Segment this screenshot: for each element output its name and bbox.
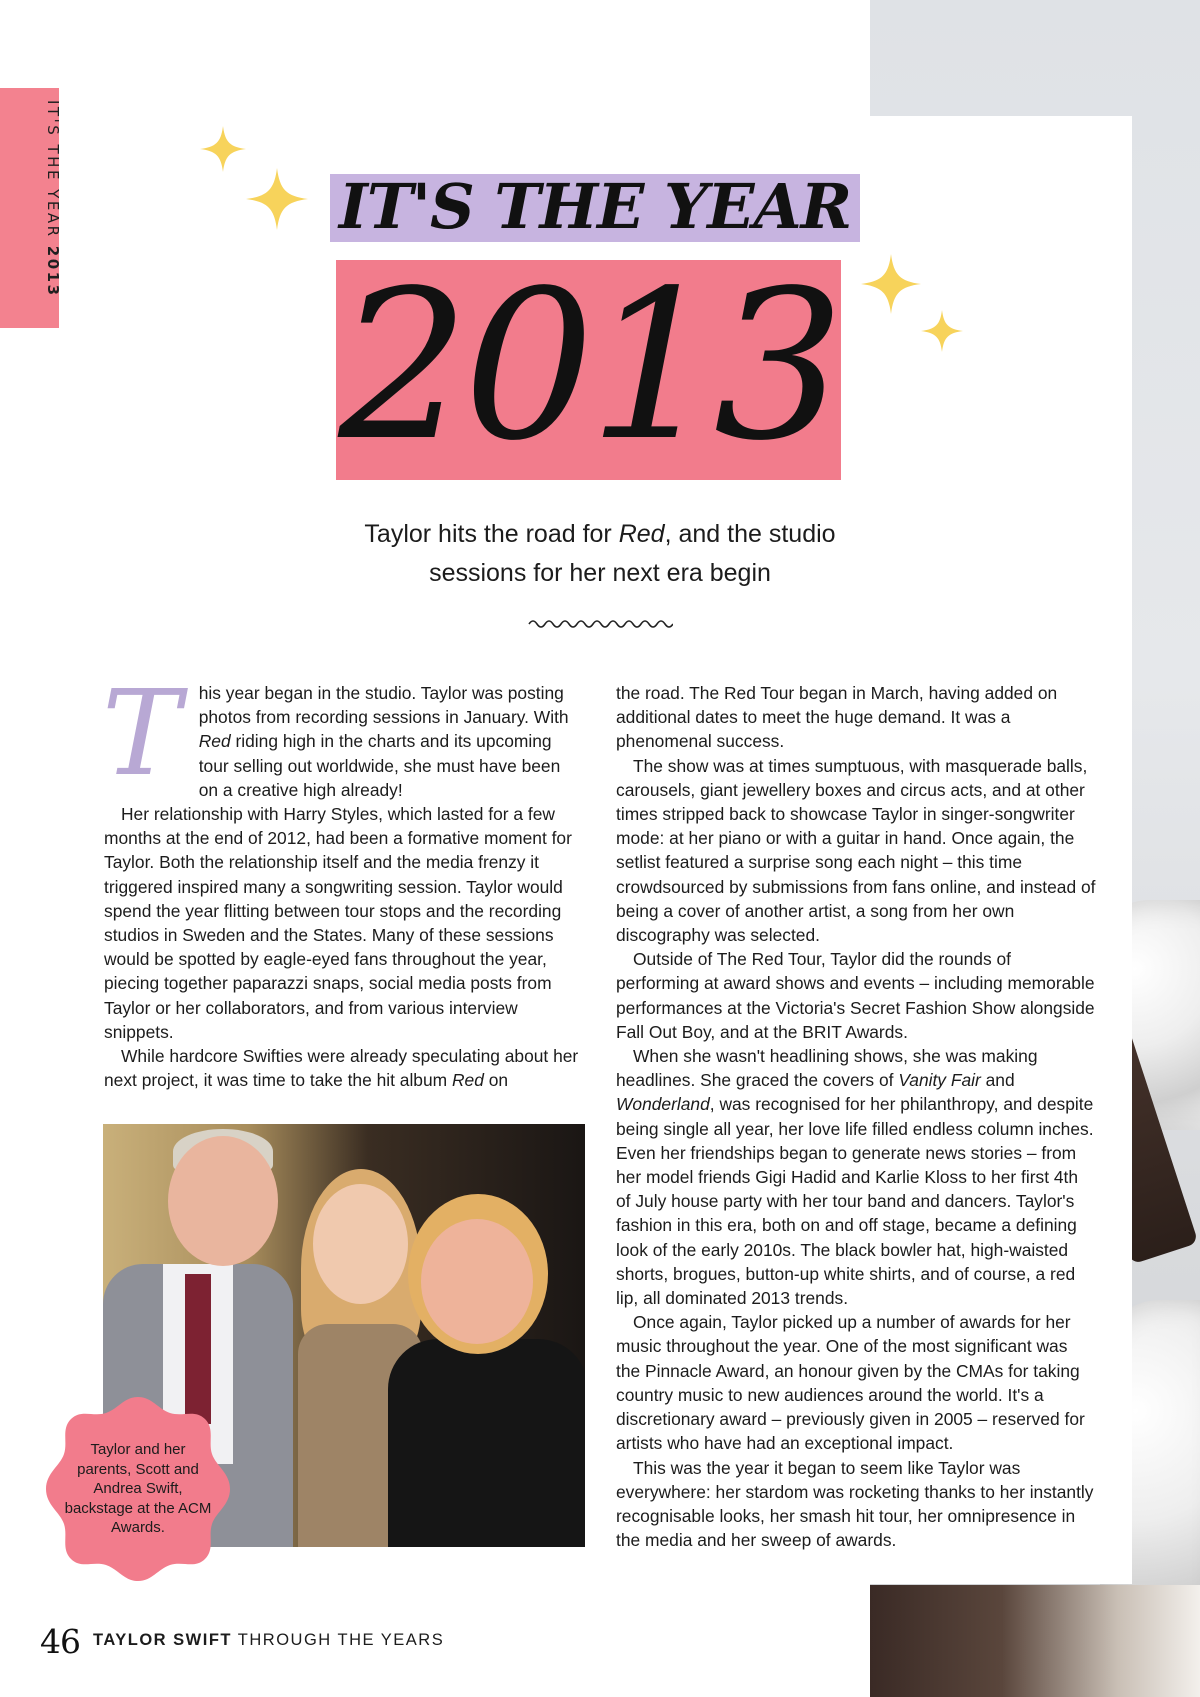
standfirst-album: Red	[618, 520, 665, 548]
title-text: IT'S THE YEAR	[338, 170, 852, 243]
article-paragraph: Outside of The Red Tour, Taylor did the rounds of performing at award shows and events – including memorable performances at the Victoria's Secret Fashion Show alongside Fall Out Boy, and at the BRIT Awards.	[616, 949, 1095, 1042]
article-paragraph: Her relationship with Harry Styles, which lasted for a few months at the end of 2012, had been a formative moment for Taylor. Both the relationship itself and the media frenzy it triggered inspired many a songwriting session. Taylor would spend the year flitting between tour stops and the recording studios in Sweden and the States. Many of these sessions would be spotted by eagle-eyed fans throughout the year, piecing together paparazzi snaps, social media posts from Taylor or her collaborators, and from various interview snippets.	[104, 804, 572, 1042]
album-title: Red	[198, 731, 231, 752]
article-paragraph: This was the year it began to seem like Taylor was everywhere: her stardom was rocketing thanks to her instantly recognisable looks, her smash hit tour, her omnipresence in the media and her sweep of awards.	[616, 1457, 1094, 1551]
photo-figure	[168, 1136, 278, 1266]
magazine-title: Wonderland	[616, 1094, 710, 1115]
photo-figure	[421, 1219, 533, 1344]
article-text: on	[488, 1070, 509, 1091]
running-footer-bold: TAYLOR SWIFT	[93, 1631, 232, 1649]
article-column-left	[102, 664, 584, 1092]
sparkle-star-icon	[921, 310, 963, 352]
caption-badge	[42, 1393, 234, 1585]
sparkle-star-icon	[200, 126, 246, 172]
album-title: Red	[452, 1070, 484, 1091]
article-paragraph	[102, 664, 584, 802]
section-tab-label	[44, 100, 62, 298]
article-paragraph: Once again, Taylor picked up a number of awards for her music throughout the year. One of the most significant was the Pinnacle Award, an honour given by the CMAs for taking country music to new audiences around the world. It's a discretionary award – previously given in 2005 – reserved for artists who have had an exceptional impact.	[616, 1312, 1085, 1454]
sparkle-star-icon	[861, 254, 921, 314]
article-paragraph	[616, 1044, 1096, 1310]
section-tab-year: 2013	[44, 245, 62, 298]
photo-figure	[388, 1339, 585, 1547]
article-text: and	[985, 1070, 1015, 1091]
article-paragraph	[104, 1044, 584, 1092]
drop-cap: T	[102, 664, 181, 802]
photo-caption: Taylor and her parents, Scott and Andrea Swift, backstage at the ACM Awards.	[64, 1441, 212, 1536]
section-tab-prefix: IT'S THE YEAR	[44, 100, 62, 239]
article-paragraph: the road. The Red Tour began in March, having added on additional dates to meet the huge demand. It was a phenomenal success.	[616, 683, 1058, 752]
year-banner	[336, 260, 841, 480]
standfirst-line2: sessions for her next era begin	[429, 559, 771, 587]
magazine-title: Vanity Fair	[898, 1070, 981, 1091]
article-text: When she wasn't headlining shows, she was making headlines. She graced the covers of	[616, 1046, 1038, 1091]
running-footer	[93, 1631, 444, 1650]
page-number: 46	[40, 1622, 80, 1661]
section-tab	[0, 88, 62, 328]
standfirst	[300, 515, 900, 593]
article-text: , was recognised for her philanthropy, and despite being single all year, her love life filled endless column inches. Even her friendships began to generate news stories – from her model friends Gigi Hadid and Karlie Kloss to her first 4th of July house party with her tour band and dancers. Taylor's fashion in this era, both on and off stage, became a defining look of the early 2010s. The black bowler hat, high-waisted shorts, brogues, button-up white shirts, and of course, a red lip, all dominated 2013 trends.	[616, 1094, 1094, 1309]
standfirst-part1: Taylor hits the road for	[364, 520, 612, 548]
article-paragraph: The show was at times sumptuous, with masquerade balls, carousels, giant jewellery boxes and circus acts, and at other times stripped back to showcase Taylor in singer-songwriter mode: at her piano or with a guitar in hand. Once again, the setlist featured a surprise song each night – this time crowdsourced by submissions from fans online, and instead of being a cover of another artist, a song from her own discography was selected.	[616, 755, 1096, 946]
article-column-right	[616, 681, 1096, 1552]
year-text: 2013	[338, 260, 839, 480]
article-text: While hardcore Swifties were already speculating about her next project, it was time to take the hit album	[104, 1046, 579, 1091]
photo-figure	[313, 1184, 408, 1304]
article-text: his year began in the studio. Taylor was posting photos from recording sessions in January. With	[198, 683, 569, 728]
title-banner	[330, 170, 860, 243]
article-text: riding high in the charts and its upcoming tour selling out worldwide, she must have been on a creative high already!	[198, 731, 561, 800]
running-footer-rest: THROUGH THE YEARS	[237, 1631, 445, 1649]
standfirst-part2: , and the studio	[664, 520, 836, 548]
sparkle-star-icon	[246, 168, 308, 230]
photo-floor-detail	[870, 1585, 1200, 1697]
squiggle-divider-icon	[527, 616, 673, 630]
